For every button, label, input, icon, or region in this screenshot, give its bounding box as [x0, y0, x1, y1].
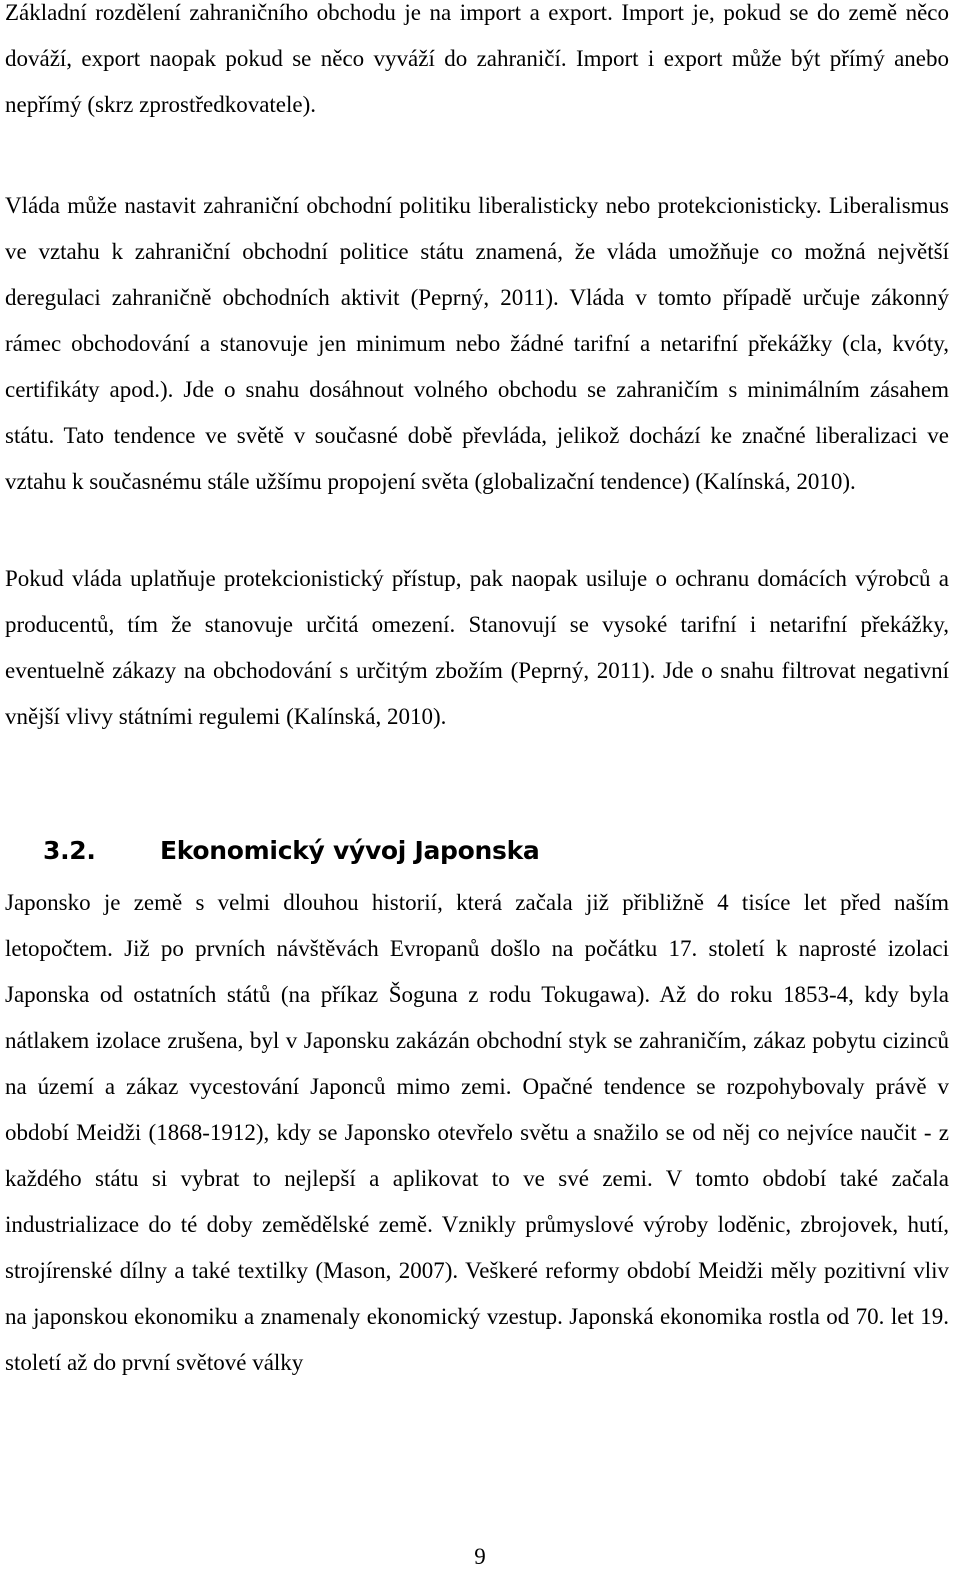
- paragraph-japan-history: Japonsko je země s velmi dlouhou historií, která začala již přibližně 4 tisíce let před naším letopočtem. Již po prvních návštěvách Evropanů došlo na počátku 17. století k naprosté izolaci Japonska od ostatních států (na příkaz Šoguna z rodu Tokugawa). Až do roku 1853-4, kdy byla nátlakem izolace zrušena, byl v Japonsku zakázán obchodní styk se zahraničím, zákaz pobytu cizinců na území a zákaz vycestování Japonců mimo zemi. Opačné tendence se rozpohybovaly právě v období Meidži (1868-1912), kdy se Japonsko otevřelo světu a snažilo se od něj co nejvíce naučit - z každého státu si vybrat to nejlepší a aplikovat to ve své zemi. V tomto období také začala industrializace do té doby zemědělské země. Vznikly průmyslové výroby loděnic, zbrojovek, hutí, strojírenské dílny a také textilky (Mason, 2007). Veškeré reformy období Meidži měly pozitivní vliv na japonskou ekonomiku a znamenaly ekonomický vzestup. Japonská ekonomika rostla od 70. let 19. století až do první světové války: [5, 890, 949, 1375]
- paragraph-liberalism: Vláda může nastavit zahraniční obchodní politiku liberalisticky nebo protekcionisticky. Liberalismus ve vztahu k zahraniční obchodní politice státu znamená, že vláda umožňuje co možná největší deregulaci zahraničně obchodních aktivit (Peprný, 2011). Vláda v tomto případě určuje zákonný rámec obchodování a stanovuje jen minimum nebo žádné tarifní a netarifní překážky (cla, kvóty, certifikáty apod.). Jde o snahu dosáhnout volného obchodu se zahraničím s minimálním zásahem státu. Tato tendence ve světě v současné době převláda, jelikož dochází ke značné liberalizaci ve vztahu k současnému stále užšímu propojení světa (globalizační tendence) (Kalínská, 2010).: [5, 193, 949, 494]
- page-number: 9: [474, 1544, 486, 1569]
- section-heading: [43, 826, 540, 876]
- section-number: 3.2.: [43, 836, 96, 865]
- paragraph-import-export: Základní rozdělení zahraničního obchodu je na import a export. Import je, pokud se do země něco dováží, export naopak pokud se něco vyváží do zahraničí. Import i export může být přímý anebo nepřímý (skrz zprostředkovatele).: [5, 0, 949, 117]
- section-title: Ekonomický vývoj Japonska: [160, 836, 540, 865]
- paragraph-protectionism: Pokud vláda uplatňuje protekcionistický přístup, pak naopak usiluje o ochranu domácích výrobců a producentů, tím že stanovuje určitá omezení. Stanovují se vysoké tarifní i netarifní překážky, eventuelně zákazy na obchodování s určitým zbožím (Peprný, 2011). Jde o snahu filtrovat negativní vnější vlivy státními regulemi (Kalínská, 2010).: [5, 566, 949, 729]
